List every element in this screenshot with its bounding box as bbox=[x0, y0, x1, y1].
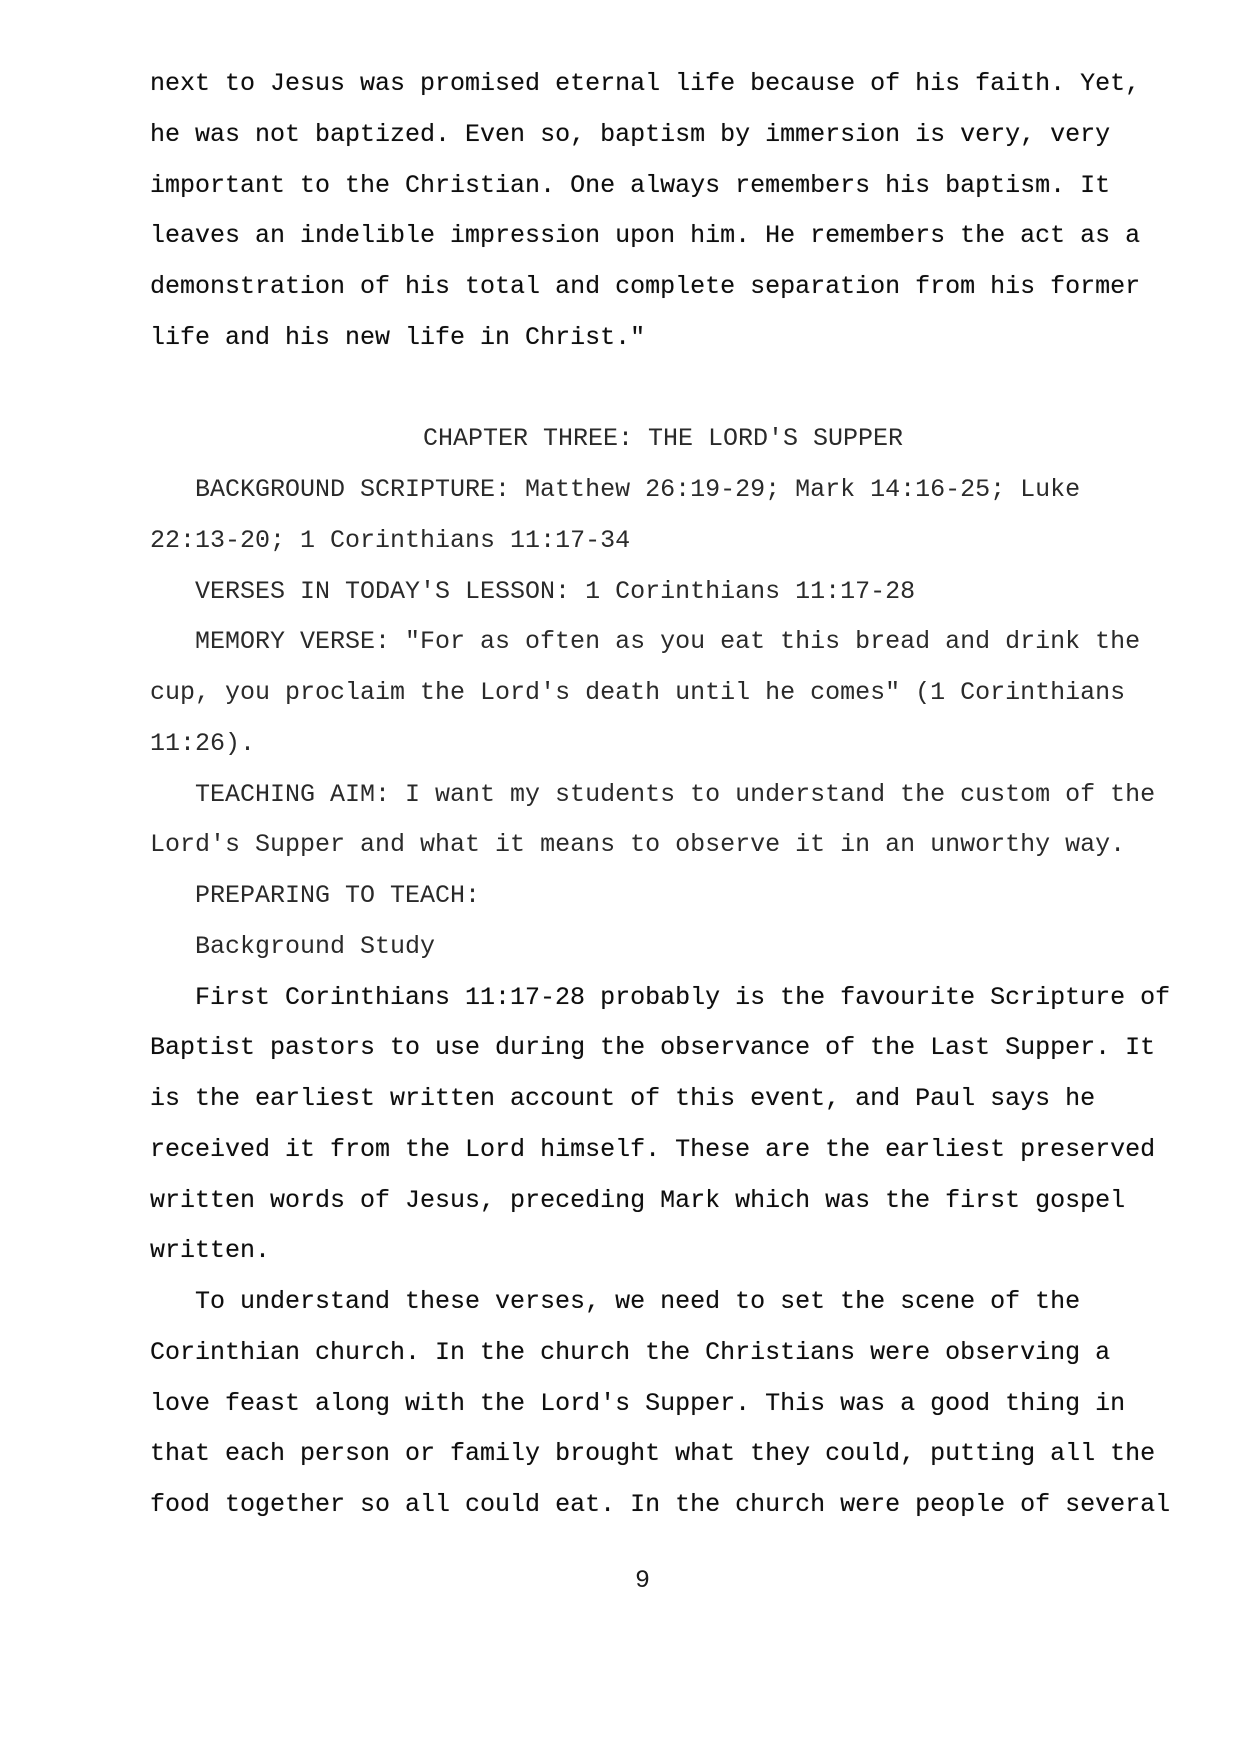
chapter-title: CHAPTER THREE: THE LORD'S SUPPER bbox=[422, 424, 904, 454]
paragraph-line: Baptist pastors to use during the observance of the Last Supper. It bbox=[150, 1033, 1156, 1063]
quote-line: he was not baptized. Even so, baptism by immersion is very, very bbox=[150, 119, 1111, 149]
continued-quote-paragraph bbox=[150, 59, 1176, 364]
background-study-paragraph bbox=[150, 1277, 1176, 1531]
background-study-heading: Background Study bbox=[195, 931, 436, 961]
paragraph-line: food together so all could eat. In the church were people of several bbox=[150, 1490, 1171, 1519]
background-scripture bbox=[150, 465, 1176, 567]
quote-line: life and his new life in Christ." bbox=[150, 322, 646, 352]
verses-in-todays-lesson: VERSES IN TODAY'S LESSON: 1 Corinthians 11:17-28 bbox=[195, 576, 916, 606]
memory-verse-line: MEMORY VERSE: "For as often as you eat this bread and drink the bbox=[195, 627, 1141, 657]
preparing-to-teach-heading: PREPARING TO TEACH: bbox=[195, 881, 481, 910]
quote-line: demonstration of his total and complete separation from his former bbox=[150, 272, 1141, 301]
background-study-paragraph bbox=[150, 973, 1176, 1278]
quote-line: important to the Christian. One always remembers his baptism. It bbox=[150, 170, 1111, 200]
paragraph-line: written. bbox=[150, 1236, 271, 1266]
paragraph-line: is the earliest written account of this event, and Paul says he bbox=[150, 1084, 1096, 1113]
teaching-aim-line: TEACHING AIM: I want my students to understand the custom of the bbox=[195, 779, 1156, 809]
teaching-aim bbox=[150, 770, 1176, 872]
page-body bbox=[150, 59, 1176, 1531]
paragraph-line: that each person or family brought what they could, putting all the bbox=[150, 1439, 1156, 1469]
background-scripture-line: BACKGROUND SCRIPTURE: Matthew 26:19-29; Mark 14:16-25; Luke bbox=[195, 475, 1081, 504]
paragraph-line: written words of Jesus, preceding Mark which was the first gospel bbox=[150, 1185, 1126, 1215]
teaching-aim-line: Lord's Supper and what it means to observe it in an unworthy way. bbox=[150, 830, 1126, 860]
paragraph-line: First Corinthians 11:17-28 probably is the favourite Scripture of bbox=[195, 982, 1171, 1012]
blank-line bbox=[150, 364, 1176, 415]
memory-verse-line: cup, you proclaim the Lord's death until he comes" (1 Corinthians bbox=[150, 678, 1126, 707]
memory-verse bbox=[150, 617, 1176, 769]
quote-line: next to Jesus was promised eternal life because of his faith. Yet, bbox=[150, 69, 1141, 98]
quote-line: leaves an indelible impression upon him. He remembers the act as a bbox=[150, 221, 1141, 251]
background-scripture-line: 22:13-20; 1 Corinthians 11:17-34 bbox=[150, 525, 631, 555]
paragraph-line: love feast along with the Lord's Supper. This was a good thing in bbox=[150, 1388, 1126, 1418]
paragraph-line: To understand these verses, we need to set the scene of the bbox=[195, 1287, 1081, 1316]
memory-verse-line: 11:26). bbox=[150, 728, 256, 758]
paragraph-line: received it from the Lord himself. These are the earliest preserved bbox=[150, 1134, 1156, 1164]
page-number: 9 bbox=[635, 1566, 651, 1595]
paragraph-line: Corinthian church. In the church the Christians were observing a bbox=[150, 1337, 1111, 1367]
